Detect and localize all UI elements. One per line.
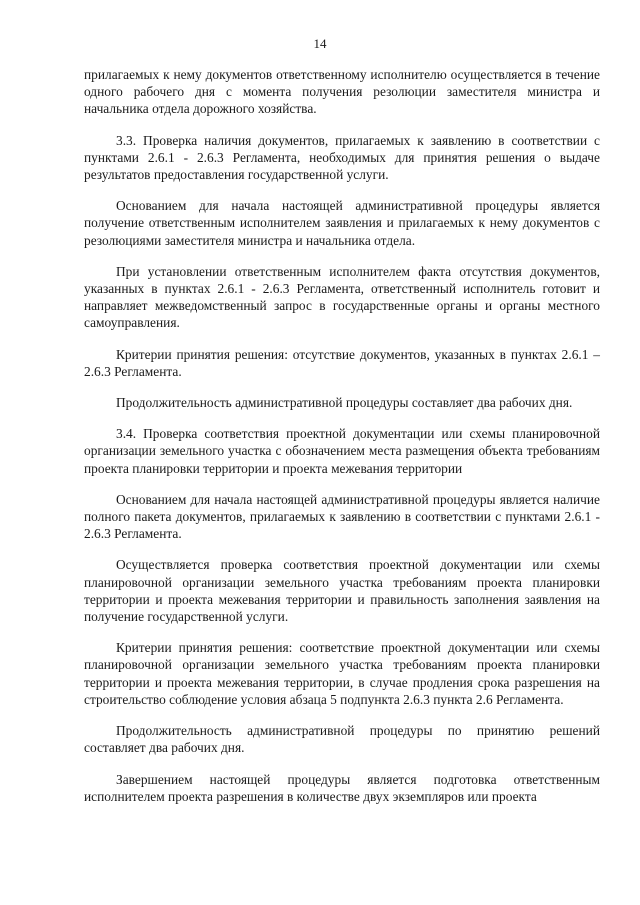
paragraph-3-3-basis: Основанием для начала настоящей административной процедуры является получение ответственным исполнителем заявления и прилагаемых к нему документов с резолюциями заместителя министра и начальника отдела. — [84, 198, 600, 248]
paragraph-continuation: прилагаемых к нему документов ответственному исполнителю осуществляется в течение одного рабочего дня с момента получения резолюции заместителя министра и начальника отдела дорожного хозяйства. — [84, 67, 600, 117]
paragraph-3-4-criteria: Критерии принятия решения: соответствие проектной документации или схемы планировочной организации земельного участка требованиям проекта планировки территории и проекта межевания территории, в случае продления срока разрешения на строительство соблюдение условия абзаца 5 подпункта 2.6.3 пункта 2.6 Регламента. — [84, 640, 600, 707]
document-body — [84, 66, 600, 819]
paragraph-3-3-duration: Продолжительность административной процедуры составляет два рабочих дня. — [116, 395, 573, 411]
paragraph-section-3-3-heading: 3.3. Проверка наличия документов, прилагаемых к заявлению в соответствии с пунктами 2.6.1 - 2.6.3 Регламента, необходимых для принятия решения о выдаче результатов предоставления государственной услуги. — [84, 132, 600, 183]
paragraph-section-3-4-heading: 3.4. Проверка соответствия проектной документации или схемы планировочной организации земельного участка с обозначением места размещения объекта требованиям проекта планировки территории и проекта межевания территории — [84, 426, 600, 476]
paragraph-3-3-criteria: Критерии принятия решения: отсутствие документов, указанных в пунктах 2.6.1 – 2.6.3 Регламента. — [84, 346, 600, 379]
paragraph-3-4-duration: Продолжительность административной процедуры по принятию решений составляет два рабочих дня. — [84, 723, 600, 756]
page-number: 14 — [313, 36, 327, 51]
paragraph-3-4-check: Осуществляется проверка соответствия проектной документации или схемы планировочной организации земельного участка требованиям проекта планировки территории и проекта межевания территории и правильность заполнения заявления на получение государственной услуги. — [84, 557, 600, 625]
paragraph-3-4-basis: Основанием для начала настоящей административной процедуры является наличие полного пакета документов, прилагаемых к заявлению в соответствии с пунктами 2.6.1 - 2.6.3 Регламента. — [84, 491, 600, 542]
paragraph-3-4-completion: Завершением настоящей процедуры является подготовка ответственным исполнителем проекта разрешения в количестве двух экземпляров или проекта — [84, 771, 600, 804]
paragraph-3-3-absence: При установлении ответственным исполнителем факта отсутствия документов, указанных в пунктах 2.6.1 - 2.6.3 Регламента, ответственный исполнитель готовит и направляет межведомственный запрос в государственные органы и органы местного самоуправления. — [84, 263, 600, 331]
